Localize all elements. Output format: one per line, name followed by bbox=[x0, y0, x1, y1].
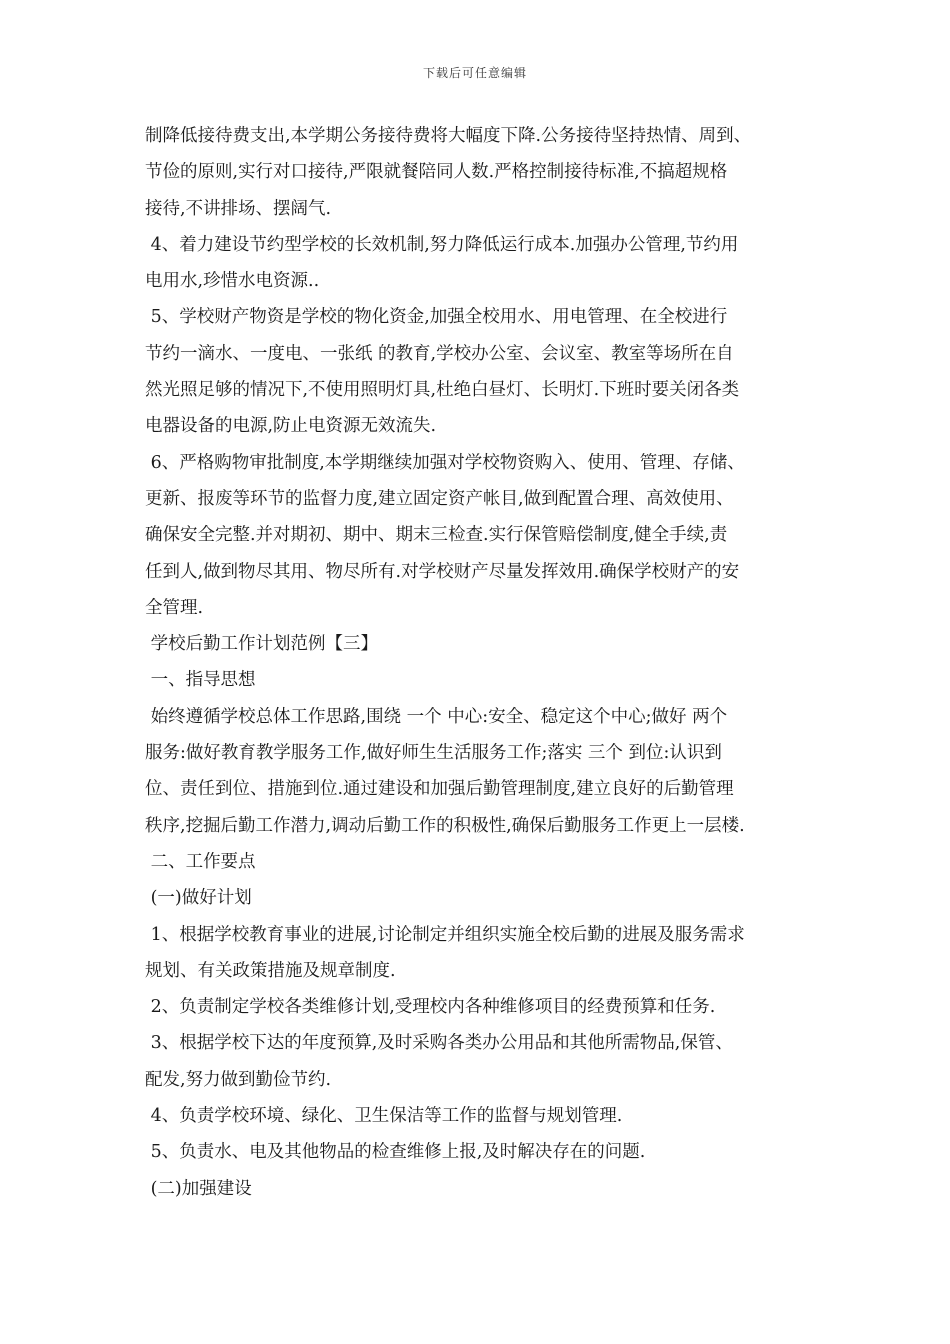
text-line: 始终遵循学校总体工作思路,围绕 一个 中心:安全、稳定这个中心;做好 两个 bbox=[145, 706, 728, 727]
document-body bbox=[145, 118, 813, 1207]
text-line: 2、负责制定学校各类维修计划,受理校内各种维修项目的经费预算和任务. bbox=[145, 997, 716, 1018]
section-heading: 一、指导思想 bbox=[145, 670, 256, 691]
section-title: 学校后勤工作计划范例【三】 bbox=[145, 634, 379, 655]
text-line: 6、严格购物审批制度,本学期继续加强对学校物资购入、使用、管理、存储、 bbox=[145, 452, 745, 473]
text-line: 确保安全完整.并对期初、期中、期末三检查.实行保管赔偿制度,健全手续,责 bbox=[145, 525, 728, 546]
text-line: 制降低接待费支出,本学期公务接待费将大幅度下降.公务接待坚持热情、周到、 bbox=[145, 126, 752, 146]
text-line: 4、负责学校环境、绿化、卫生保洁等工作的监督与规划管理. bbox=[145, 1106, 623, 1127]
text-line: 全管理. bbox=[145, 597, 204, 618]
text-line: 电器设备的电源,防止电资源无效流失. bbox=[145, 416, 437, 437]
section-heading: 二、工作要点 bbox=[145, 851, 256, 872]
text-line: 然光照足够的情况下,不使用照明灯具,杜绝白昼灯、长明灯.下班时要关闭各类 bbox=[145, 380, 740, 401]
subsection-heading: (一)做好计划 bbox=[145, 888, 252, 909]
text-line: 4、着力建设节约型学校的长效机制,努力降低运行成本.加强办公管理,节约用 bbox=[145, 234, 739, 255]
text-line: 规划、有关政策措施及规章制度. bbox=[145, 960, 396, 981]
text-line: 1、根据学校教育事业的进展,讨论制定并组织实施全校后勤的进展及服务需求 bbox=[145, 924, 745, 945]
text-line: 服务:做好教育教学服务工作,做好师生生活服务工作;落实 三个 到位:认识到 bbox=[145, 743, 722, 764]
text-line: 秩序,挖掘后勤工作潜力,调动后勤工作的积极性,确保后勤服务工作更上一层楼. bbox=[145, 815, 745, 836]
text-line: 节约一滴水、一度电、一张纸 的教育,学校办公室、会议室、教室等场所在自 bbox=[145, 343, 734, 364]
text-line: 更新、报废等环节的监督力度,建立固定资产帐目,做到配置合理、高效使用、 bbox=[145, 488, 734, 509]
text-line: 电用水,珍惜水电资源.. bbox=[145, 271, 320, 292]
text-line: 3、根据学校下达的年度预算,及时采购各类办公用品和其他所需物品,保管、 bbox=[145, 1033, 733, 1054]
text-line: 节俭的原则,实行对口接待,严限就餐陪同人数.严格控制接待标准,不搞超规格 bbox=[145, 162, 728, 183]
subsection-heading: (二)加强建设 bbox=[145, 1178, 252, 1199]
text-line: 位、责任到位、措施到位.通过建设和加强后勤管理制度,建立良好的后勤管理 bbox=[145, 779, 734, 800]
page-header: 下载后可任意编辑 bbox=[422, 66, 527, 80]
text-line: 5、负责水、电及其他物品的检查维修上报,及时解决存在的问题. bbox=[145, 1142, 646, 1163]
text-line: 配发,努力做到勤俭节约. bbox=[145, 1069, 332, 1090]
text-line: 接待,不讲排场、摆阔气. bbox=[145, 198, 332, 219]
text-line: 任到人,做到物尽其用、物尽所有.对学校财产尽量发挥效用.确保学校财产的安 bbox=[145, 561, 740, 582]
text-line: 5、学校财产物资是学校的物化资金,加强全校用水、用电管理、在全校进行 bbox=[145, 307, 728, 328]
